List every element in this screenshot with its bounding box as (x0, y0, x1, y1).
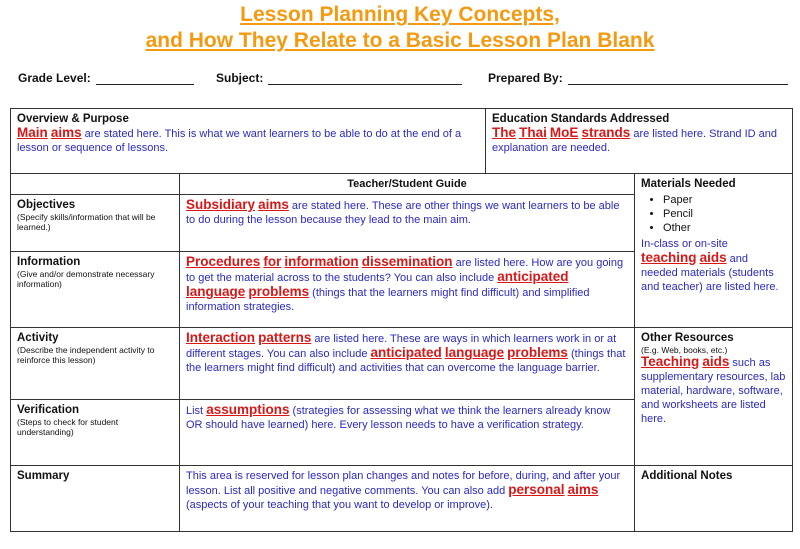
verification-subtitle: (Steps to check for student understanding) (17, 417, 119, 437)
keyword-personal: personal (508, 482, 565, 497)
keyword-moe: MoE (549, 125, 579, 140)
information-subtitle: (Give and/or demonstrate necessary information) (17, 269, 155, 289)
summary-body-2: (aspects of your teaching that you want to develop or improve). (186, 499, 493, 511)
keyword-interaction: Interaction (186, 330, 256, 345)
materials-body-2: and needed materials (students and teacher) are listed here. (641, 253, 779, 293)
keyword-teaching: Teaching (641, 354, 700, 369)
verification-body-0: List (186, 405, 207, 417)
standards-cell (486, 109, 793, 174)
guide-header-row (11, 174, 793, 195)
verification-title: Verification (17, 404, 79, 416)
materials-body-1: In-class or on-site (641, 238, 728, 250)
document-title (0, 2, 800, 54)
objectives-subtitle: (Specify skills/information that will be learned.) (17, 212, 156, 232)
keyword-aims: aims (50, 125, 82, 140)
resources-subtitle: (E.g. Web, books, etc.) (641, 345, 728, 355)
keyword-strands: strands (581, 125, 631, 140)
resources-cell (635, 328, 793, 466)
standards-text (492, 126, 786, 155)
summary-row (11, 466, 793, 532)
activity-row (11, 328, 793, 400)
materials-title: Materials Needed (641, 178, 736, 190)
keyword-aids: aids (702, 354, 730, 369)
summary-body-1: This area is reserved for lesson plan changes and notes for before, during, and after your lesson. List all positive and negative comments. You can also add (186, 470, 621, 497)
summary-title: Summary (17, 470, 70, 482)
grade-level-label: Grade Level: (18, 71, 91, 85)
subject-blank[interactable] (268, 84, 462, 85)
keyword-aims: aims (258, 197, 289, 212)
keyword-for: for (263, 254, 282, 269)
additional-notes-cell (635, 466, 793, 532)
objectives-label-cell (11, 195, 180, 252)
prepared-by-blank[interactable] (568, 84, 788, 85)
subject-label: Subject: (216, 71, 264, 85)
overview-body: are stated here. This is what we want learners to be able to do at the end of a lesson or sequence of lessons. (17, 128, 462, 154)
grade-level-blank[interactable] (96, 84, 194, 85)
overview-text (17, 126, 479, 155)
verification-text (180, 400, 635, 466)
overview-title: Overview & Purpose (17, 113, 129, 125)
additional-notes-title: Additional Notes (641, 470, 733, 482)
keyword-main: Main (17, 125, 48, 140)
information-body-2: (things that the learners might find difficult) and simplified information strategies. (186, 287, 590, 313)
keyword-anticipated: anticipated (497, 269, 569, 284)
information-title: Information (17, 256, 81, 268)
header-fields (18, 70, 788, 88)
activity-body-2: (things that the learners might find difficult) and activities that can overcome the language barrier. (186, 348, 626, 374)
activity-body-1: are listed here. These are ways in which learners work in or at different stages. You can also include (186, 333, 617, 360)
keyword-information: information (284, 254, 359, 269)
information-body-1: are listed here. How are you going to get the material across to the students? You can also include (186, 257, 624, 284)
activity-text (180, 328, 635, 400)
guide-header: Teacher/Student Guide (180, 174, 635, 195)
objectives-text (180, 195, 635, 252)
overview-row (11, 109, 793, 174)
activity-label-cell (11, 328, 180, 400)
keyword-anticipated: anticipated (370, 345, 442, 360)
keyword-assumptions: assumptions (206, 402, 290, 417)
materials-item-other: • Other (663, 221, 786, 235)
title-line-1: Lesson Planning Key Concepts, (240, 3, 560, 26)
resources-text (641, 355, 786, 426)
standards-body: are listed here. Strand ID and explanation are needed. (492, 128, 778, 154)
keyword-subsidiary: Subsidiary (186, 197, 256, 212)
resources-body: such as supplementary resources, lab material, hardware, software, and worksheets are listed here. (641, 357, 786, 425)
title-line-2: and How They Relate to a Basic Lesson Plan Blank (145, 29, 655, 52)
keyword-language: language (444, 345, 505, 360)
keyword-problems: problems (507, 345, 568, 360)
keyword-dissemination: dissemination (361, 254, 453, 269)
keyword-thai: Thai (519, 125, 547, 140)
keyword-the: The (492, 125, 517, 140)
keyword-aims: aims (567, 482, 599, 497)
overview-cell (11, 109, 486, 174)
activity-title: Activity (17, 332, 59, 344)
prepared-by-label: Prepared By: (488, 71, 563, 85)
keyword-language: language (186, 284, 246, 299)
materials-list (641, 193, 786, 235)
keyword-procedures: Procedures (186, 254, 261, 269)
verification-label-cell (11, 400, 180, 466)
keyword-teaching: teaching (641, 250, 697, 265)
keyword-problems: problems (248, 284, 310, 299)
summary-text (180, 466, 635, 532)
keyword-aids: aids (699, 250, 727, 265)
keyword-patterns: patterns (258, 330, 312, 345)
standards-title: Education Standards Addressed (492, 113, 670, 125)
objectives-title: Objectives (17, 199, 76, 211)
materials-item-pencil: • Pencil (663, 207, 786, 221)
materials-item-paper: • Paper (663, 193, 786, 207)
activity-subtitle: (Describe the independent activity to reinforce this lesson) (17, 345, 155, 365)
objectives-body: are stated here. These are other things we want learners to be able to do during the lesson because they lead to the main aim. (186, 200, 620, 226)
materials-cell (635, 174, 793, 328)
materials-text (641, 237, 786, 294)
information-text (180, 252, 635, 328)
verification-body-1: (strategies for assessing what we think the learners already know OR should have learned) here. Every lesson needs to have a verification strategy. (186, 405, 611, 431)
resources-title: Other Resources (641, 332, 734, 344)
guide-header-spacer-left (11, 174, 180, 195)
information-label-cell (11, 252, 180, 328)
summary-label-cell (11, 466, 180, 532)
lesson-plan-table (10, 108, 793, 532)
